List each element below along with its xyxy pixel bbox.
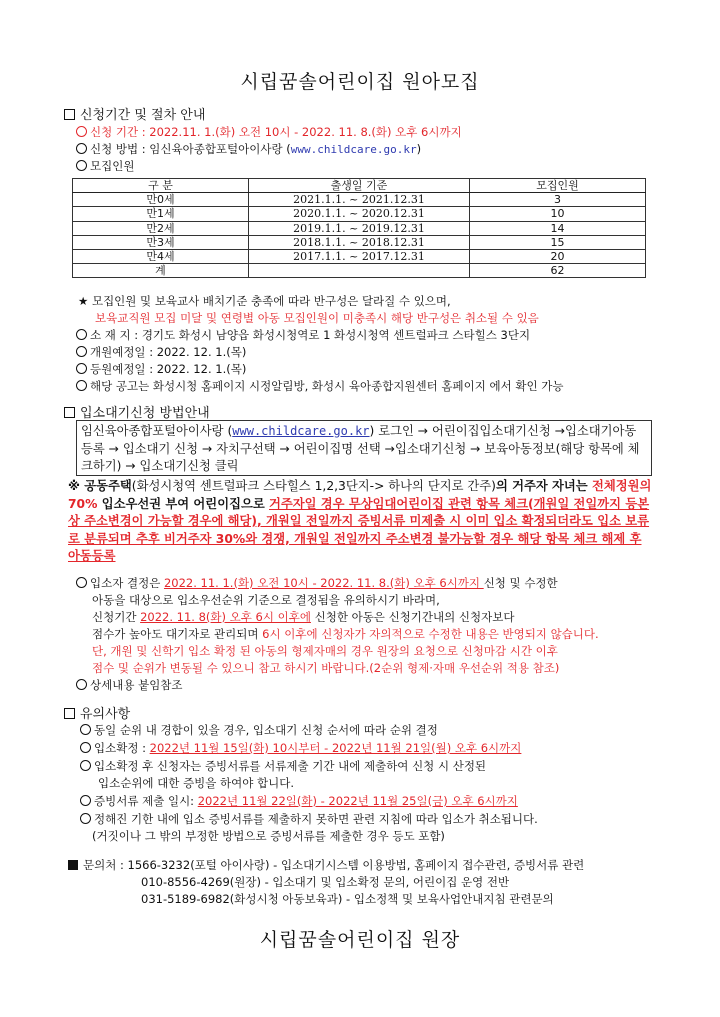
section-notes-heading bbox=[64, 703, 130, 722]
enroll-date-line bbox=[76, 361, 246, 377]
decision-text: 신청한 아동은 신청기간내의 신청자보다 bbox=[310, 610, 515, 624]
star-note: ★ 모집인원 및 보육교사 배치기준 충족에 따라 반구성은 달라질 수 있으며, bbox=[78, 294, 451, 308]
waitlist-steps-box bbox=[76, 420, 652, 476]
decision-text: 점수가 높아도 대기자로 관리되며 bbox=[92, 627, 263, 641]
address-line bbox=[76, 327, 530, 343]
circle-bullet-icon bbox=[76, 363, 87, 374]
section-waitlist-heading bbox=[64, 402, 210, 421]
apply-period bbox=[76, 124, 462, 140]
circle-bullet-icon bbox=[76, 577, 87, 588]
priority-warning: 거주자일 경우 무상임대어린이집 관련 항목 체크(개원일 전일까지 등본상 주소변경이 가능할 경우에 해당), 개원일 전일까지 증빙서류 미제출 시 이미 입소 확정되더라도 입소 보류로 분류되며 추후 비거주자 30%와 경쟁, 개원일 전일까지 주소변경 불가능할 경우 해당 항목 체크 해제 후 아동등록 bbox=[68, 496, 650, 563]
circle-bullet-icon bbox=[76, 380, 87, 391]
priority-text: 입소우선권 부여 어린이집으로 bbox=[97, 496, 269, 511]
circle-bullet-icon bbox=[76, 160, 87, 171]
decision-period: 2022. 11. 1.(화) 오전 10시 - 2022. 11. 8.(화) 오후 6시까지 bbox=[163, 576, 484, 590]
table-row bbox=[73, 221, 646, 235]
birth-range-cell: 2021.1.1. ~ 2021.12.31 bbox=[249, 193, 470, 207]
count-cell: 3 bbox=[470, 193, 646, 207]
section-notes-heading-text: 유의사항 bbox=[80, 707, 131, 722]
total-label-cell: 계 bbox=[73, 264, 249, 278]
total-count-cell: 62 bbox=[470, 264, 646, 278]
table-total-row bbox=[73, 264, 646, 278]
circle-bullet-icon bbox=[80, 813, 91, 824]
note-text: 입소확정 후 신청자는 증빙서류를 서류제출 기간 내에 제출하여 신청 시 산정된 bbox=[94, 759, 487, 773]
apply-period-text: 신청 기간 : 2022.11. 1.(화) 오전 10시 - 2022. 11. 8.(화) 오후 6시까지 bbox=[90, 125, 462, 139]
circle-bullet-icon bbox=[80, 742, 91, 753]
decision-deadline: 2022. 11. 8(화) 오후 6시 이후에 bbox=[140, 610, 311, 624]
note-item bbox=[80, 811, 538, 827]
decision-text: 신청기간 bbox=[92, 610, 141, 624]
document-submit-period: 2022년 11월 22일(화) - 2022년 11월 25일(금) 오후 6시까지 bbox=[197, 794, 518, 808]
contact-line-1 bbox=[68, 857, 584, 873]
decision-line-4 bbox=[92, 626, 599, 642]
priority-complex-note: (화성시청역 센트럴파크 스타힐스 1,2,3단지-> 하나의 단지로 간주) bbox=[131, 479, 496, 493]
decision-line-3 bbox=[92, 609, 514, 625]
birth-range-cell: 2018.1.1. ~ 2018.12.31 bbox=[249, 235, 470, 249]
birth-range-cell: 2019.1.1. ~ 2019.12.31 bbox=[249, 221, 470, 235]
confirm-period: 2022년 11월 15일(화) 10시부터 - 2022년 11월 21일(월) 오후 6시까지 bbox=[149, 741, 522, 755]
priority-percent: 전체정원의 70% bbox=[68, 479, 652, 511]
open-date-text: 개원예정일 : 2022. 12. 1.(목) bbox=[90, 345, 247, 359]
note-text: 증빙서류 제출 일시: bbox=[94, 794, 198, 808]
age-class-cell: 만2세 bbox=[73, 221, 249, 235]
count-cell: 20 bbox=[470, 250, 646, 264]
circle-bullet-icon bbox=[76, 126, 87, 137]
contact-line-2: 010-8556-4269(원장) - 입소대기 및 입소확정 문의, 어린이집 운영 전반 bbox=[141, 875, 510, 889]
circle-bullet-icon bbox=[76, 143, 87, 154]
section-waitlist-heading-text: 입소대기신청 방법안내 bbox=[80, 406, 210, 421]
page-title: 시립꿈솔어린이집 원아모집 bbox=[240, 71, 480, 93]
square-bullet-icon bbox=[64, 109, 75, 120]
column-header: 출생일 기준 bbox=[249, 179, 470, 193]
note-item bbox=[80, 793, 518, 809]
column-header: 구 분 bbox=[73, 179, 249, 193]
decision-line-5: 단, 개원 및 신학기 입소 확정 된 아동의 형제자매의 경우 원장의 요청으로 신청마감 시간 이후 bbox=[92, 644, 558, 658]
circle-bullet-icon bbox=[80, 795, 91, 806]
recruit-label bbox=[76, 158, 134, 174]
decision-line-1 bbox=[76, 575, 558, 591]
square-bullet-icon bbox=[64, 708, 75, 719]
count-cell: 15 bbox=[470, 235, 646, 249]
decision-line-2: 아동을 대상으로 입소우선순위 기준으로 결정됨을 유의하시기 바라며, bbox=[92, 593, 440, 607]
priority-paragraph bbox=[68, 478, 654, 566]
circle-bullet-icon bbox=[80, 760, 91, 771]
age-class-cell: 만3세 bbox=[73, 235, 249, 249]
apply-method bbox=[76, 141, 421, 157]
steps-text-start: 임신육아종합포털아이사랑 ( bbox=[81, 424, 233, 438]
note-item bbox=[80, 758, 486, 774]
apply-method-text: 신청 방법 : 임신육아종합포털아이사랑 ( bbox=[90, 142, 291, 156]
open-date-line bbox=[76, 344, 246, 360]
filled-square-bullet-icon bbox=[68, 860, 78, 870]
enroll-date-text: 등원예정일 : 2022. 12. 1.(목) bbox=[90, 362, 247, 376]
star-note-warning: 보육교직원 모집 미달 및 연령별 아동 모집인원이 미충족시 해당 반구성은 취소될 수 있음 bbox=[95, 311, 539, 325]
decision-line-6: 점수 및 순위가 변동될 수 있으니 참고 하시기 바랍니다.(2순위 형제·자매 우선순위 적용 참조) bbox=[92, 661, 560, 675]
note-text: 입소확정 : bbox=[94, 741, 150, 755]
signature: 시립꿈솔어린이집 원장 bbox=[259, 929, 461, 951]
age-class-cell: 만1세 bbox=[73, 207, 249, 221]
section-apply-heading-text: 신청기간 및 절차 안내 bbox=[80, 108, 206, 123]
decision-warning: 6시 이후에 신청자가 자의적으로 수정한 내용은 반영되지 않습니다. bbox=[262, 627, 599, 641]
note-text: 동일 순위 내 경합이 있을 경우, 입소대기 신청 순서에 따라 순위 결정 bbox=[94, 723, 438, 737]
circle-bullet-icon bbox=[76, 329, 87, 340]
count-cell: 14 bbox=[470, 221, 646, 235]
column-header: 모집인원 bbox=[470, 179, 646, 193]
section-apply-heading bbox=[64, 104, 205, 123]
note-item-cont: (거짓이나 그 밖의 부정한 방법으로 증빙서류를 제출한 경우 등도 포함) bbox=[92, 829, 445, 843]
recruit-label-text: 모집인원 bbox=[90, 159, 135, 173]
recruit-table bbox=[72, 178, 646, 278]
note-item-cont: 입소순위에 대한 증빙을 하여야 합니다. bbox=[98, 776, 295, 790]
childcare-link[interactable]: www.childcare.go.kr bbox=[232, 424, 370, 438]
birth-range-cell: 2020.1.1. ~ 2020.12.31 bbox=[249, 207, 470, 221]
table-row bbox=[73, 193, 646, 207]
apply-method-end: ) bbox=[416, 142, 422, 156]
circle-bullet-icon bbox=[76, 346, 87, 357]
note-item bbox=[80, 740, 521, 756]
contact-line-3: 031-5189-6982(화성시청 아동보육과) - 입소정책 및 보육사업안내지침 관련문의 bbox=[141, 892, 554, 906]
priority-label: ※ 공동주택 bbox=[68, 479, 132, 493]
note-text: 정해진 기한 내에 입소 증빙서류를 제출하지 못하면 관련 지침에 따라 입소가 취소됩니다. bbox=[94, 812, 538, 826]
contact-text: 문의처 : 1566-3232(포털 아이사랑) - 입소대기시스템 이용방법, 홈페이지 접수관련, 증빙서류 관련 bbox=[83, 858, 585, 872]
steps-text: ) 로그인 → 어린이집입소대기신청 →입소대기아동등록 → 입소대기 신청 → 자치구선택 → 어린이집명 선택 →입소대기신청 → 보육아동정보(해당 항목에 체크하기) → 입소대기신청 클릭 bbox=[81, 424, 640, 473]
decision-text: 신청 및 수정한 bbox=[483, 576, 558, 590]
age-class-cell: 만4세 bbox=[73, 250, 249, 264]
notice-line bbox=[76, 378, 563, 394]
decision-text: 입소자 결정은 bbox=[90, 576, 164, 590]
birth-range-cell bbox=[249, 264, 470, 278]
decision-line-7 bbox=[76, 677, 183, 693]
table-row bbox=[73, 250, 646, 264]
circle-bullet-icon bbox=[80, 724, 91, 735]
childcare-link[interactable]: www.childcare.go.kr bbox=[290, 143, 417, 156]
circle-bullet-icon bbox=[76, 679, 87, 690]
birth-range-cell: 2017.1.1. ~ 2017.12.31 bbox=[249, 250, 470, 264]
count-cell: 10 bbox=[470, 207, 646, 221]
notice-text: 해당 공고는 화성시청 홈페이지 시정알림방, 화성시 육아종합지원센터 홈페이지 에서 확인 가능 bbox=[90, 379, 564, 393]
attachment-note: 상세내용 붙임참조 bbox=[90, 678, 183, 692]
age-class-cell: 만0세 bbox=[73, 193, 249, 207]
priority-text: 의 거주자 자녀는 bbox=[495, 479, 592, 493]
table-row bbox=[73, 207, 646, 221]
table-row bbox=[73, 235, 646, 249]
square-bullet-icon bbox=[64, 407, 75, 418]
table-header-row bbox=[73, 179, 646, 193]
address-text: 소 재 지 : 경기도 화성시 남양읍 화성시청역로 1 화성시청역 센트럴파크 스타힐스 3단지 bbox=[90, 328, 531, 342]
note-item bbox=[80, 722, 438, 738]
